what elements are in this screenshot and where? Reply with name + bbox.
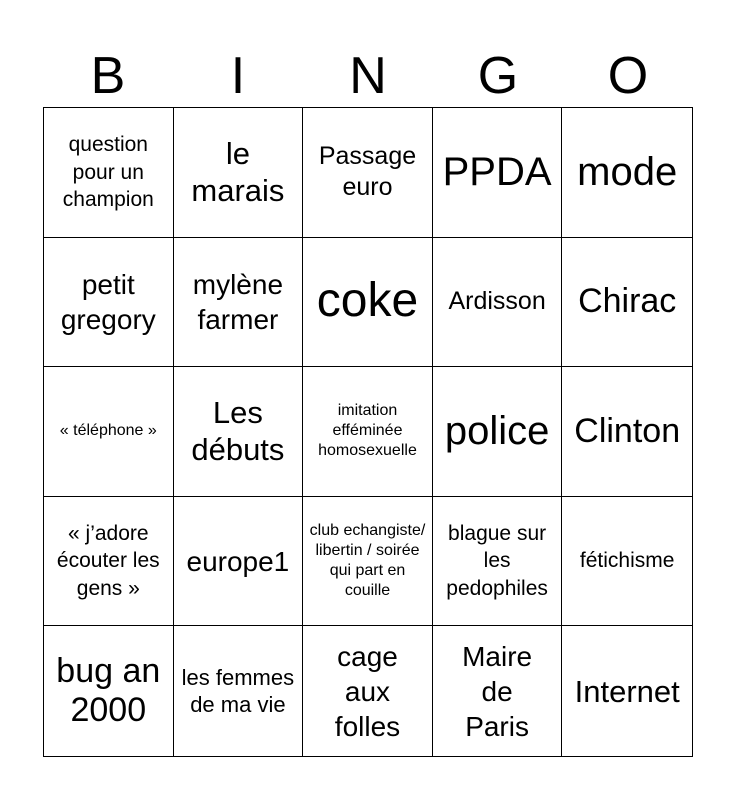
header-letter-o: O <box>607 47 649 105</box>
cell-text: police <box>444 409 550 454</box>
bingo-cell[interactable] <box>433 108 563 238</box>
bingo-cell[interactable] <box>303 367 433 497</box>
bingo-cell[interactable] <box>433 238 563 368</box>
cell-text: PPDA <box>442 150 552 195</box>
bingo-cell[interactable] <box>174 626 304 756</box>
bingo-cell[interactable] <box>174 367 304 497</box>
bingo-cell[interactable] <box>303 108 433 238</box>
bingo-header <box>43 46 693 106</box>
cell-text: bug an 2000 <box>56 652 161 730</box>
cell-text: mylène farmer <box>192 268 284 335</box>
cell-text: question pour un champion <box>62 133 154 211</box>
cell-text: coke <box>316 274 419 328</box>
header-letter-g: G <box>477 47 519 105</box>
bingo-cell[interactable] <box>562 367 692 497</box>
cell-text: blague sur les pedophiles <box>446 522 548 600</box>
cell-text: imitation efféminée homosexuelle <box>318 402 417 460</box>
cell-text: europe1 <box>186 545 290 577</box>
bingo-cell[interactable] <box>562 238 692 368</box>
bingo-cell[interactable] <box>433 367 563 497</box>
bingo-cell[interactable] <box>44 497 174 627</box>
bingo-cell[interactable] <box>174 238 304 368</box>
cell-text: club echangiste/ libertin / soirée qui part en couille <box>309 522 426 600</box>
header-letter-i: I <box>230 47 246 105</box>
cell-text: Passage euro <box>318 142 417 202</box>
bingo-cell[interactable] <box>303 497 433 627</box>
bingo-cell[interactable] <box>174 108 304 238</box>
bingo-grid <box>43 107 693 757</box>
cell-text: « téléphone » <box>59 422 157 440</box>
bingo-cell[interactable] <box>44 367 174 497</box>
header-letter-b: B <box>90 47 126 105</box>
cell-text: Les débuts <box>191 395 285 468</box>
cell-text: Maire de Paris <box>462 640 533 742</box>
bingo-cell[interactable] <box>44 626 174 756</box>
bingo-cell[interactable] <box>433 626 563 756</box>
cell-text: cage aux folles <box>334 640 401 742</box>
bingo-cell[interactable] <box>303 626 433 756</box>
cell-text: Ardisson <box>448 287 546 316</box>
bingo-cell[interactable] <box>44 238 174 368</box>
bingo-cell[interactable] <box>433 497 563 627</box>
bingo-cell[interactable] <box>562 626 692 756</box>
bingo-cell[interactable] <box>562 497 692 627</box>
cell-text: petit gregory <box>60 268 156 335</box>
cell-text: les femmes de ma vie <box>181 664 295 718</box>
cell-text: Clinton <box>574 411 681 450</box>
cell-text: « j’adore écouter les gens » <box>56 522 160 600</box>
cell-text: Internet <box>574 673 680 709</box>
cell-text: fétichisme <box>579 549 675 573</box>
cell-text: mode <box>577 150 678 195</box>
bingo-cell[interactable] <box>562 108 692 238</box>
bingo-cell[interactable] <box>303 238 433 368</box>
bingo-cell[interactable] <box>174 497 304 627</box>
header-letter-n: N <box>349 47 387 105</box>
cell-text: le marais <box>191 136 285 209</box>
bingo-cell[interactable] <box>44 108 174 238</box>
cell-text: Chirac <box>578 282 677 321</box>
